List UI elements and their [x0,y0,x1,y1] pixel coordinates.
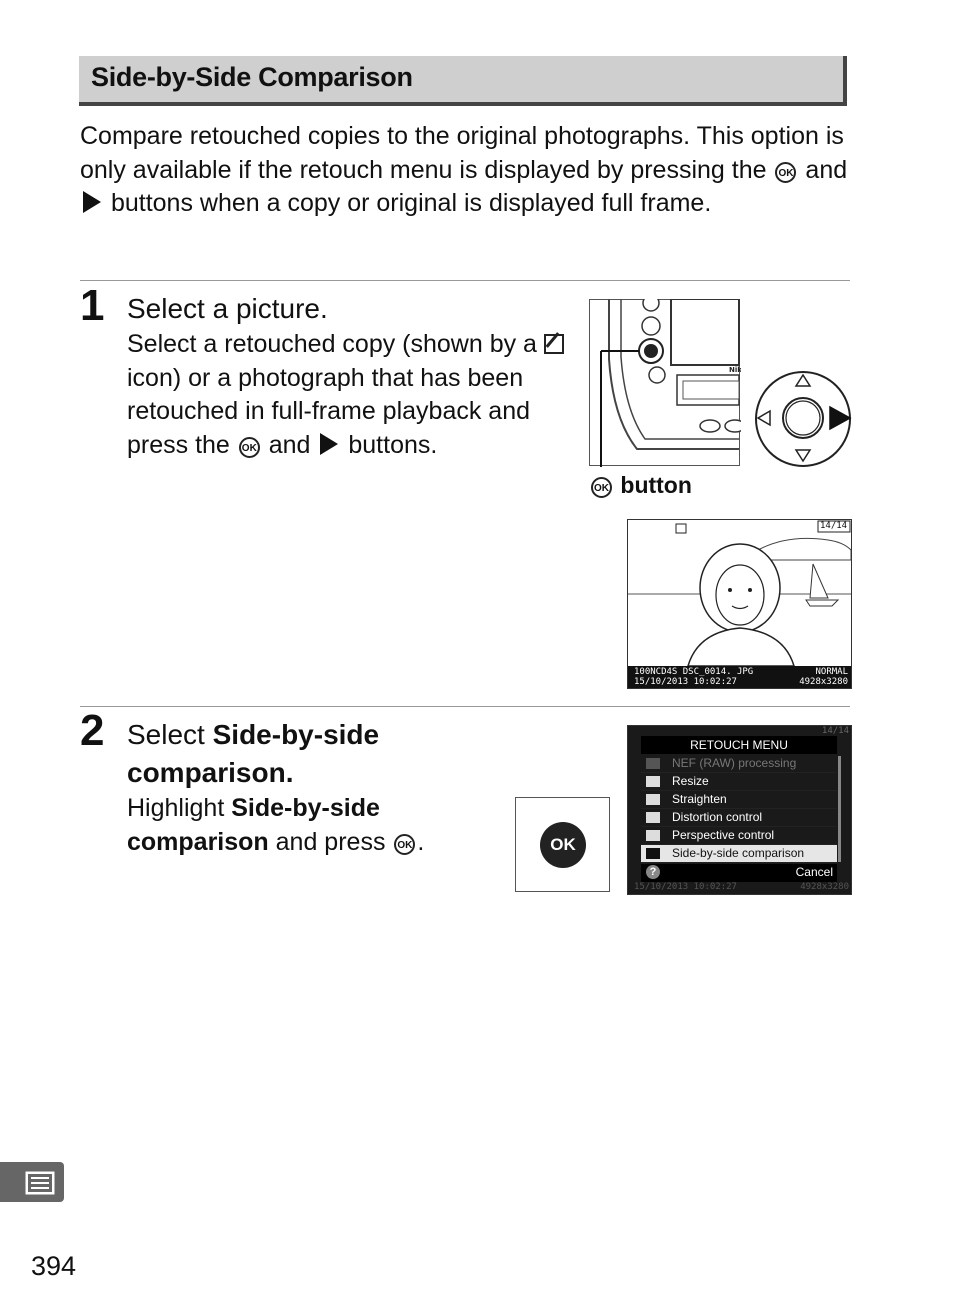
menu-item-straighten[interactable] [641,791,837,809]
resize-icon [646,776,660,787]
divider [80,706,850,707]
step-title: Select a picture. [127,293,328,324]
ok-icon: OK [239,437,260,458]
step-text-bold: Side-by-side comparison [127,794,380,856]
playback-screen [627,519,852,689]
chapter-tab[interactable] [0,1162,64,1202]
menu-item-label: Perspective control [672,828,775,842]
menu-footer [641,864,837,882]
step-number: 2 [80,706,105,755]
intro-text-2: buttons when a copy or original is displayed full frame. [110,189,712,217]
menu-item-resize[interactable] [641,773,837,791]
multi-selector-icon [754,370,852,468]
right-arrow-icon [83,191,101,213]
cancel-label[interactable]: Cancel [795,865,833,879]
step-and: and [268,430,311,459]
step-description [127,328,572,462]
step-title [127,716,507,792]
svg-text:Nik: Nik [729,366,741,374]
camera-body-icon [589,299,741,467]
photo-portrait [628,520,851,666]
step-number: 1 [80,281,105,330]
step-title-bold: Side-by-side comparison. [127,719,380,788]
intro-and: and [805,155,848,184]
menu-item-label: Straighten [672,792,727,806]
straighten-icon [646,794,660,805]
raw-icon [646,758,660,769]
step-text-b: icon) or a photograph that has been retouched in full-frame playback and press the [127,363,531,459]
perspective-icon [646,830,660,841]
ok-icon: OK [775,162,796,183]
retouch-menu-screen [627,725,852,895]
camera-illustration [589,299,741,467]
image-counter: 14/14 [820,521,848,531]
menu-list [641,755,837,863]
caption-text: button [620,472,692,498]
distortion-icon [646,812,660,823]
section-header [79,56,847,106]
help-icon[interactable]: ? [646,865,660,879]
menu-title: RETOUCH MENU [641,736,837,754]
info-bar [628,666,851,688]
side-by-side-icon [646,848,660,859]
intro-text-1: Compare retouched copies to the original photographs. This option is only available if the retouch menu is displayed by pressing the [80,122,844,184]
intro-paragraph [80,120,860,221]
section-title: Side-by-Side Comparison [91,62,413,92]
page-number: 394 [31,1251,77,1281]
ok-icon: OK [591,477,612,498]
ok-icon: OK [394,834,415,855]
step-text-b: and press [268,827,386,856]
ok-button-illustration [515,797,610,892]
image-counter: 14/14 [821,726,849,736]
retouch-icon [544,334,564,354]
ok-button-icon: OK [540,822,586,868]
multi-selector [754,370,852,468]
menu-item-perspective-control[interactable] [641,827,837,845]
menu-item-label: NEF (RAW) processing [672,756,797,770]
image-size: 4928x3280 [800,882,849,892]
menu-item-nef-raw-processing[interactable] [641,755,837,773]
divider [80,280,850,281]
folder-file: 100NCD4S DSC_0014. JPG [634,667,754,677]
step-description [127,792,497,859]
menu-item-side-by-side-comparison[interactable] [641,845,837,863]
datetime: 15/10/2013 10:02:27 [634,677,737,687]
right-arrow-icon [320,433,338,455]
scrollbar[interactable] [838,756,841,862]
image-size: 4928x3280 [799,677,848,687]
ok-button-caption [589,472,692,499]
step-title-plain: Select [127,719,213,750]
menu-list-icon [0,1162,64,1202]
image-quality: NORMAL [815,667,848,677]
step-text-c: . [417,827,425,856]
menu-item-label: Side-by-side comparison [672,846,805,860]
menu-item-label: Distortion control [672,810,763,824]
menu-item-distortion-control[interactable] [641,809,837,827]
menu-item-label: Resize [672,774,709,788]
step-text-c: buttons. [348,430,438,459]
step-text-a: Select a retouched copy (shown by a [127,330,537,358]
datetime: 15/10/2013 10:02:27 [634,882,737,892]
step-text-a: Highlight [127,794,232,822]
